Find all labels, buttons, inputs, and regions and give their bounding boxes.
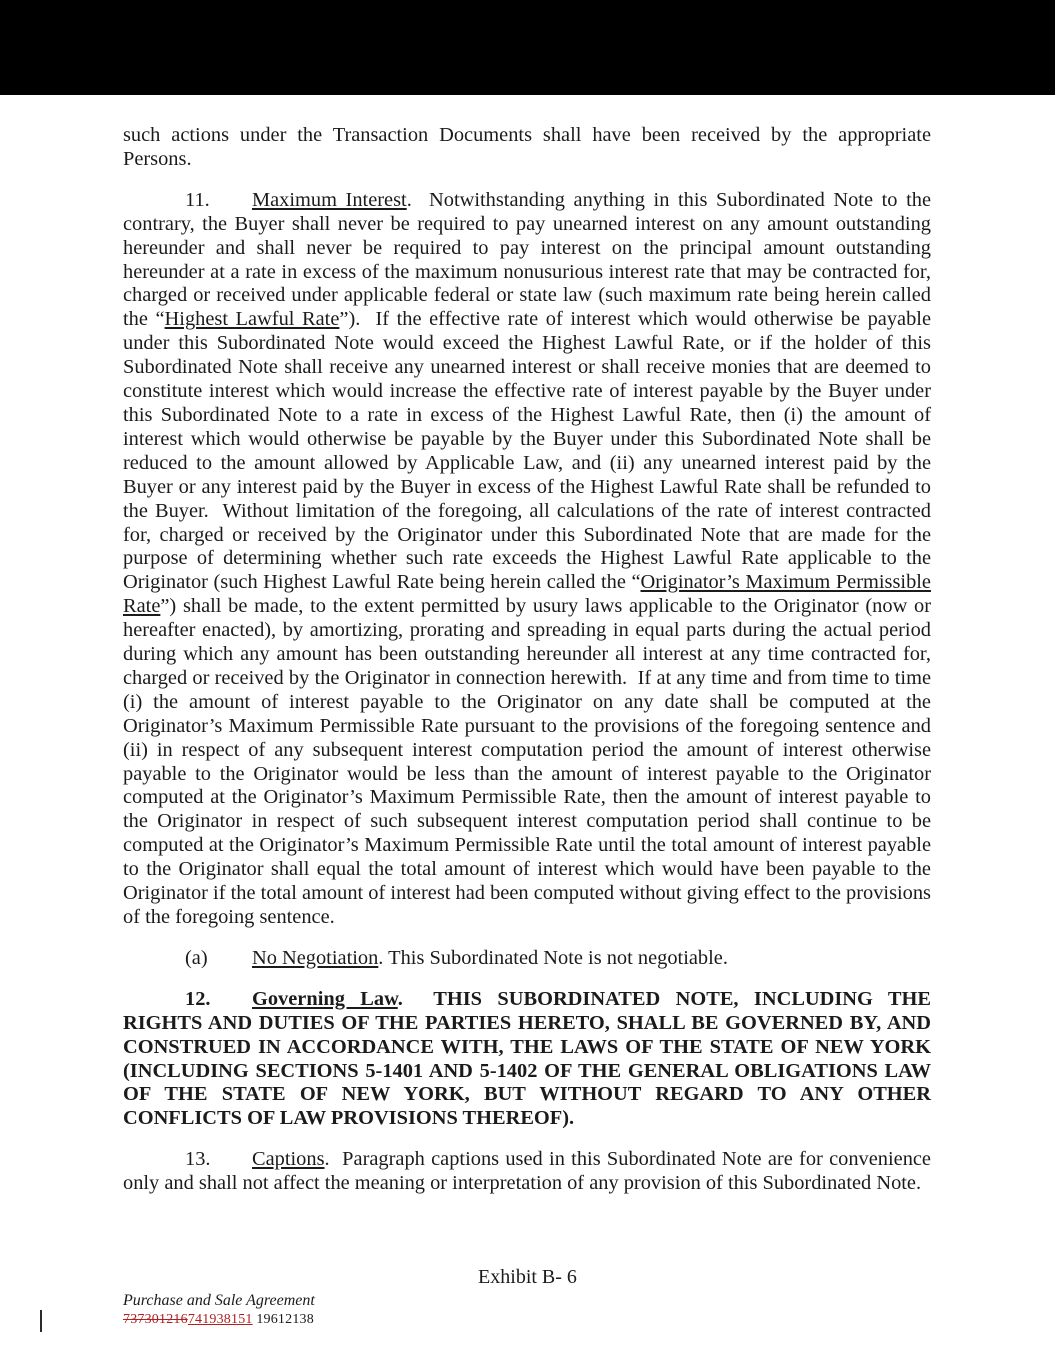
- top-letterbox: [0, 0, 1055, 95]
- underlined-term: Maximum Interest: [252, 188, 407, 211]
- paragraph-section-11-maximum-interest: [123, 189, 931, 930]
- agreement-title: Purchase and Sale Agreement: [123, 1292, 315, 1309]
- text-run: ”) shall be made, to the extent permitted by usury laws applicable to the Originator (now or hereafter enacted), by amortizing, prorating and spreading in equal parts during the actual period during which any amount has been outstanding hereunder all interest at any time contracted for, charged or received by the Originator in connection herewith. If at any time and from time to time (i) the amount of interest payable to the Originator on any date shall be computed at the Originator’s Maximum Permissible Rate pursuant to the provisions of the foregoing sentence and (ii) in respect of any subsequent interest computation period the amount of interest otherwise payable to the Originator would be less than the amount of interest payable to the Originator computed at the Originator’s Maximum Permissible Rate, then the amount of interest payable to the Originator in respect of such subsequent interest computation period shall continue to be computed at the Originator’s Maximum Permissible Rate until the total amount of interest payable to the Originator shall equal the total amount of interest which would have been payable to the Originator if the total amount of interest had been computed without giving effect to the provisions of the foregoing sentence.: [123, 595, 931, 928]
- paragraph-number: 11.: [185, 188, 210, 211]
- underlined-term: Highest Lawful Rate: [164, 308, 340, 331]
- text-run: such actions under the Transaction Documents shall have been received by the appropriate Persons.: [123, 124, 931, 170]
- paragraph-number: (a): [185, 946, 208, 969]
- paragraph-section-11a-no-negotiation: [123, 947, 931, 971]
- underlined-term: Originator’s Maximum Permissible Rate: [123, 571, 931, 618]
- doc-number: 19612138: [256, 1312, 314, 1327]
- paragraph-number: 12.: [185, 987, 211, 1010]
- text-run: ”). If the effective rate of interest which would otherwise be payable under this Subordinated Note would exceed the Highest Lawful Rate, or if the holder of this Subordinated Note shall receive any unearned interest or shall receive monies that are deemed to constitute interest which would increase the effective rate of interest payable by the Buyer under this Subordinated Note to a rate in excess of the Highest Lawful Rate, then (i) the amount of interest which would otherwise be payable by the Buyer under this Subordinated Note shall be reduced to the amount allowed by Applicable Law, and (ii) any unearned interest paid by the Buyer or any interest paid by the Buyer in excess of the Highest Lawful Rate shall be refunded to the Buyer. Without limitation of the foregoing, all calculations of the rate of interest contracted for, charged or received by the Originator under this Subordinated Note that are made for the purpose of determining whether such rate exceeds the Highest Lawful Rate applicable to the Originator (such Highest Lawful Rate being herein called the “: [123, 308, 931, 594]
- underlined-term: Governing Law: [252, 987, 398, 1010]
- document-id-line: [123, 1312, 315, 1328]
- document-body: [123, 124, 931, 1213]
- deleted-doc-id: 737301216: [123, 1312, 188, 1327]
- underlined-term: No Negotiation: [252, 946, 379, 969]
- text-run: . Notwithstanding anything in this Subordinated Note to the contrary, the Buyer shall never be required to pay unearned interest on any amount outstanding hereunder and shall never be required to pay interest on the principal amount outstanding hereunder at a rate in excess of the maximum nonusurious interest rate that may be contracted for, charged or received under applicable federal or state law (such maximum rate being herein called the “: [123, 188, 932, 331]
- inserted-doc-id: 741938151: [187, 1312, 253, 1327]
- footer-block: [123, 1292, 315, 1328]
- paragraph-continuation: [123, 124, 931, 172]
- text-run: . This Subordinated Note is not negotiable.: [378, 946, 728, 969]
- text-run: . Paragraph captions used in this Subordinated Note are for convenience only and shall not affect the meaning or interpretation of any provision of this Subordinated Note.: [123, 1148, 931, 1195]
- paragraph-section-12-governing-law: [123, 988, 931, 1131]
- paragraph-number: 13.: [185, 1148, 211, 1171]
- underlined-term: Captions: [252, 1148, 325, 1171]
- paragraph-section-13-captions: [123, 1148, 931, 1196]
- text-run: . THIS SUBORDINATED NOTE, INCLUDING THE RIGHTS AND DUTIES OF THE PARTIES HERETO, SHALL BE GOVERNED BY, AND CONSTRUED IN ACCORDANCE WITH, THE LAWS OF THE STATE OF NEW YORK (INCLUDING SECTIONS 5-1401 AND 5-1402 OF THE GENERAL OBLIGATIONS LAW OF THE STATE OF NEW YORK, BUT WITHOUT REGARD TO ANY OTHER CONFLICTS OF LAW PROVISIONS THEREOF).: [123, 987, 931, 1130]
- change-bar: [40, 1310, 42, 1332]
- exhibit-label: Exhibit B- 6: [478, 1266, 577, 1288]
